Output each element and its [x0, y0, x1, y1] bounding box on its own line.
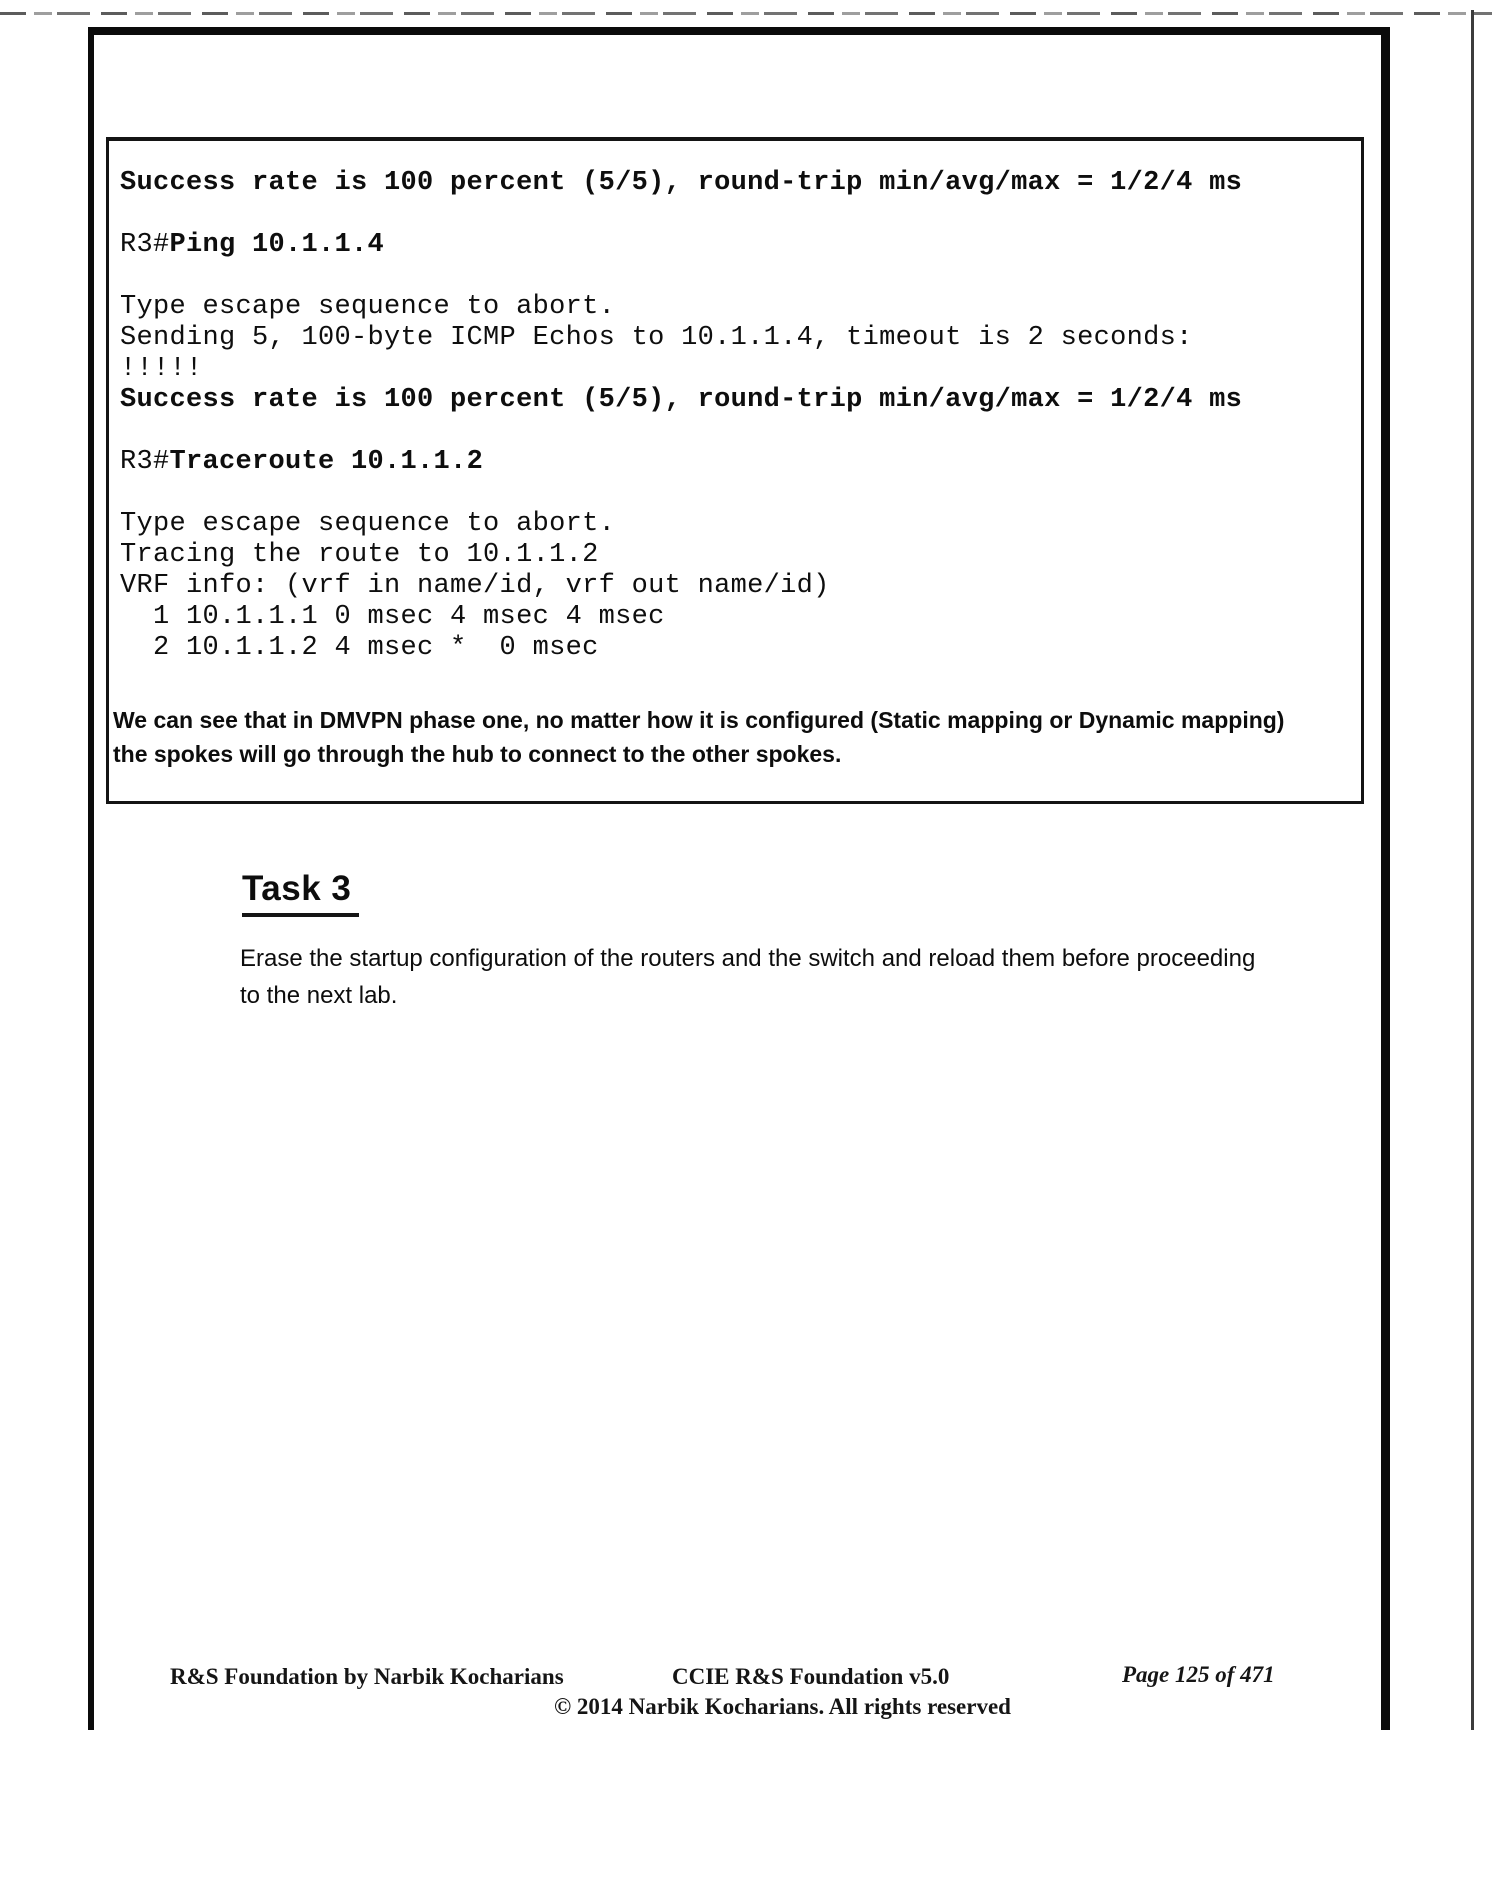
console-line [120, 199, 1351, 230]
console-line: Success rate is 100 percent (5/5), round-trip min/avg/max = 1/2/4 ms [120, 168, 1243, 198]
console-line: !!!!! [120, 354, 203, 384]
footer-copyright: © 2014 Narbik Kocharians. All rights reserved [554, 1694, 1011, 1719]
console-line: Sending 5, 100-byte ICMP Echos to 10.1.1.4, timeout is 2 seconds: [120, 323, 1193, 353]
console-line: 1 10.1.1.1 0 msec 4 msec 4 msec [120, 602, 665, 632]
console-line: Tracing the route to 10.1.1.2 [120, 540, 599, 570]
footer-page-number: Page 125 of 471 [1122, 1662, 1275, 1687]
console-line: 2 10.1.1.2 4 msec * 0 msec [120, 633, 599, 663]
footer-course-version: CCIE R&S Foundation v5.0 [672, 1664, 950, 1689]
console-output [109, 141, 1361, 664]
console-line [120, 478, 1351, 509]
console-output-box [106, 137, 1364, 804]
console-note: We can see that in DMVPN phase one, no matter how it is configured (Static mapping or Dynamic mapping) the spokes will go through the hub to connect to the other spokes. [113, 707, 1285, 767]
task-paragraph: Erase the startup configuration of the routers and the switch and reload them before proceeding to the next lab. [240, 945, 1256, 1009]
console-line [120, 230, 1351, 261]
console-prompt: R3# [120, 447, 170, 477]
console-line [120, 416, 1351, 447]
footer-book-title: R&S Foundation by Narbik Kocharians [170, 1664, 564, 1689]
console-line: Success rate is 100 percent (5/5), round-trip min/avg/max = 1/2/4 ms [120, 385, 1243, 415]
scan-artifact-right-edge-line [1471, 10, 1474, 1730]
console-line: VRF info: (vrf in name/id, vrf out name/id) [120, 571, 830, 601]
console-line [120, 261, 1351, 292]
console-line [120, 447, 1351, 478]
task-heading: Task 3 [242, 869, 359, 917]
scan-artifact-top-dashed-line [0, 12, 1492, 15]
console-line: Type escape sequence to abort. [120, 292, 616, 322]
console-prompt: R3# [120, 230, 170, 260]
console-line: Type escape sequence to abort. [120, 509, 616, 539]
console-command: Ping 10.1.1.4 [169, 230, 385, 260]
console-command: Traceroute 10.1.1.2 [169, 447, 484, 477]
